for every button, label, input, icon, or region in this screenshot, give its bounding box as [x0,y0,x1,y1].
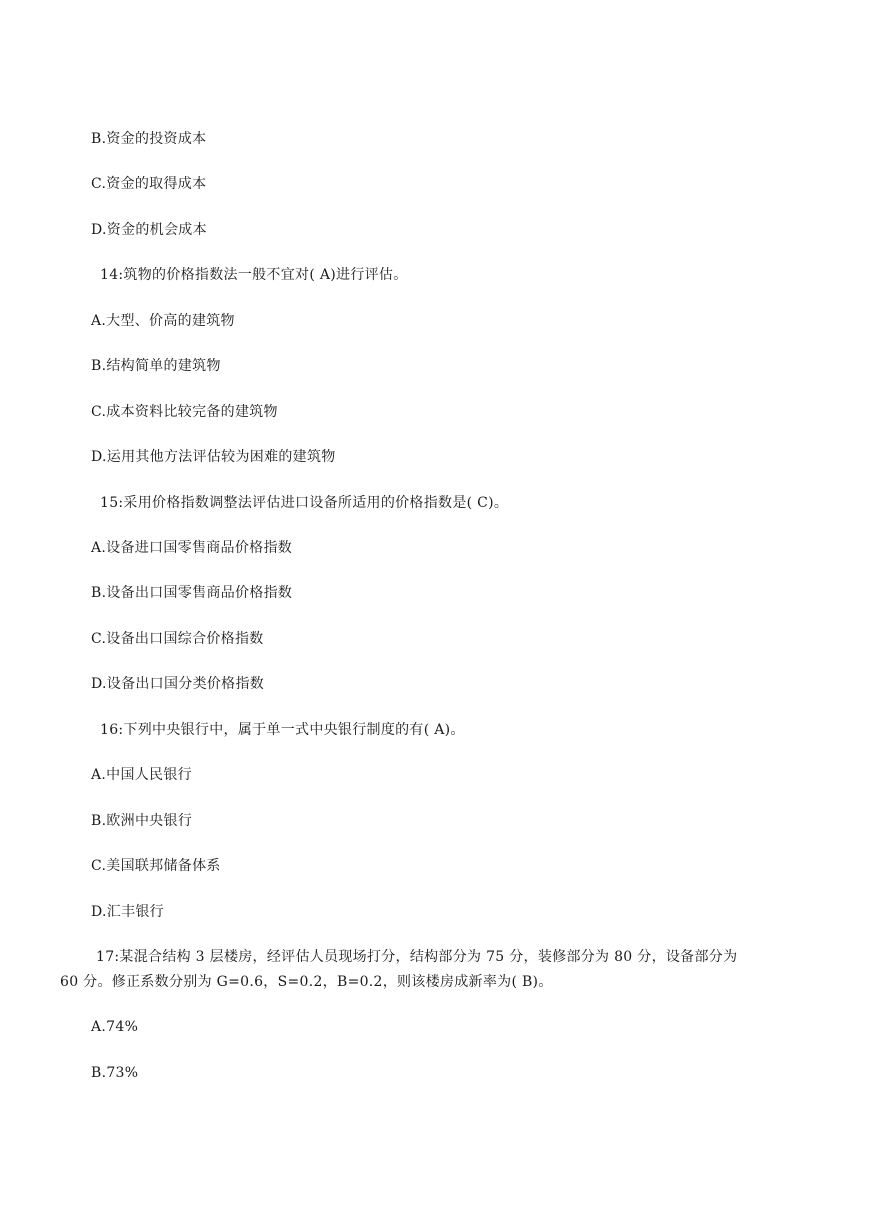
option-b-q17: B.73% [91,1065,139,1081]
question-17-line-1: 17:某混合结构 3 层楼房，经评估人员现场打分，结构部分为 75 分，装修部分为 80 分，设备部分为 [96,949,738,965]
option-b-q16: B.欧洲中央银行 [91,813,193,829]
option-b-q14: B.结构简单的建筑物 [91,358,221,374]
question-14: 14:筑物的价格指数法一般不宜对( A)进行评估。 [100,267,408,283]
option-a-q16: A.中国人民银行 [91,767,192,783]
question-15: 15:采用价格指数调整法评估进口设备所适用的价格指数是( C)。 [100,495,509,511]
option-d-q13: D.资金的机会成本 [91,222,207,238]
option-c-q16: C.美国联邦储备体系 [91,858,221,874]
option-a-q17: A.74% [91,1019,139,1035]
option-a-q14: A.大型、价高的建筑物 [91,313,235,329]
option-b-q13: B.资金的投资成本 [91,131,207,147]
option-d-q15: D.设备出口国分类价格指数 [91,676,265,692]
option-b-q15: B.设备出口国零售商品价格指数 [91,585,293,601]
option-d-q16: D.汇丰银行 [91,904,164,920]
option-c-q14: C.成本资料比较完备的建筑物 [91,404,278,420]
option-d-q14: D.运用其他方法评估较为困难的建筑物 [91,449,336,465]
question-16: 16:下列中央银行中，属于单一式中央银行制度的有( A)。 [100,722,465,738]
option-c-q13: C.资金的取得成本 [91,176,207,192]
option-a-q15: A.设备进口国零售商品价格指数 [91,540,293,556]
option-c-q15: C.设备出口国综合价格指数 [91,631,264,647]
question-17-line-2: 60 分。修正系数分别为 G=0.6，S=0.2，B=0.2，则该楼房成新率为( B)。 [60,974,553,990]
